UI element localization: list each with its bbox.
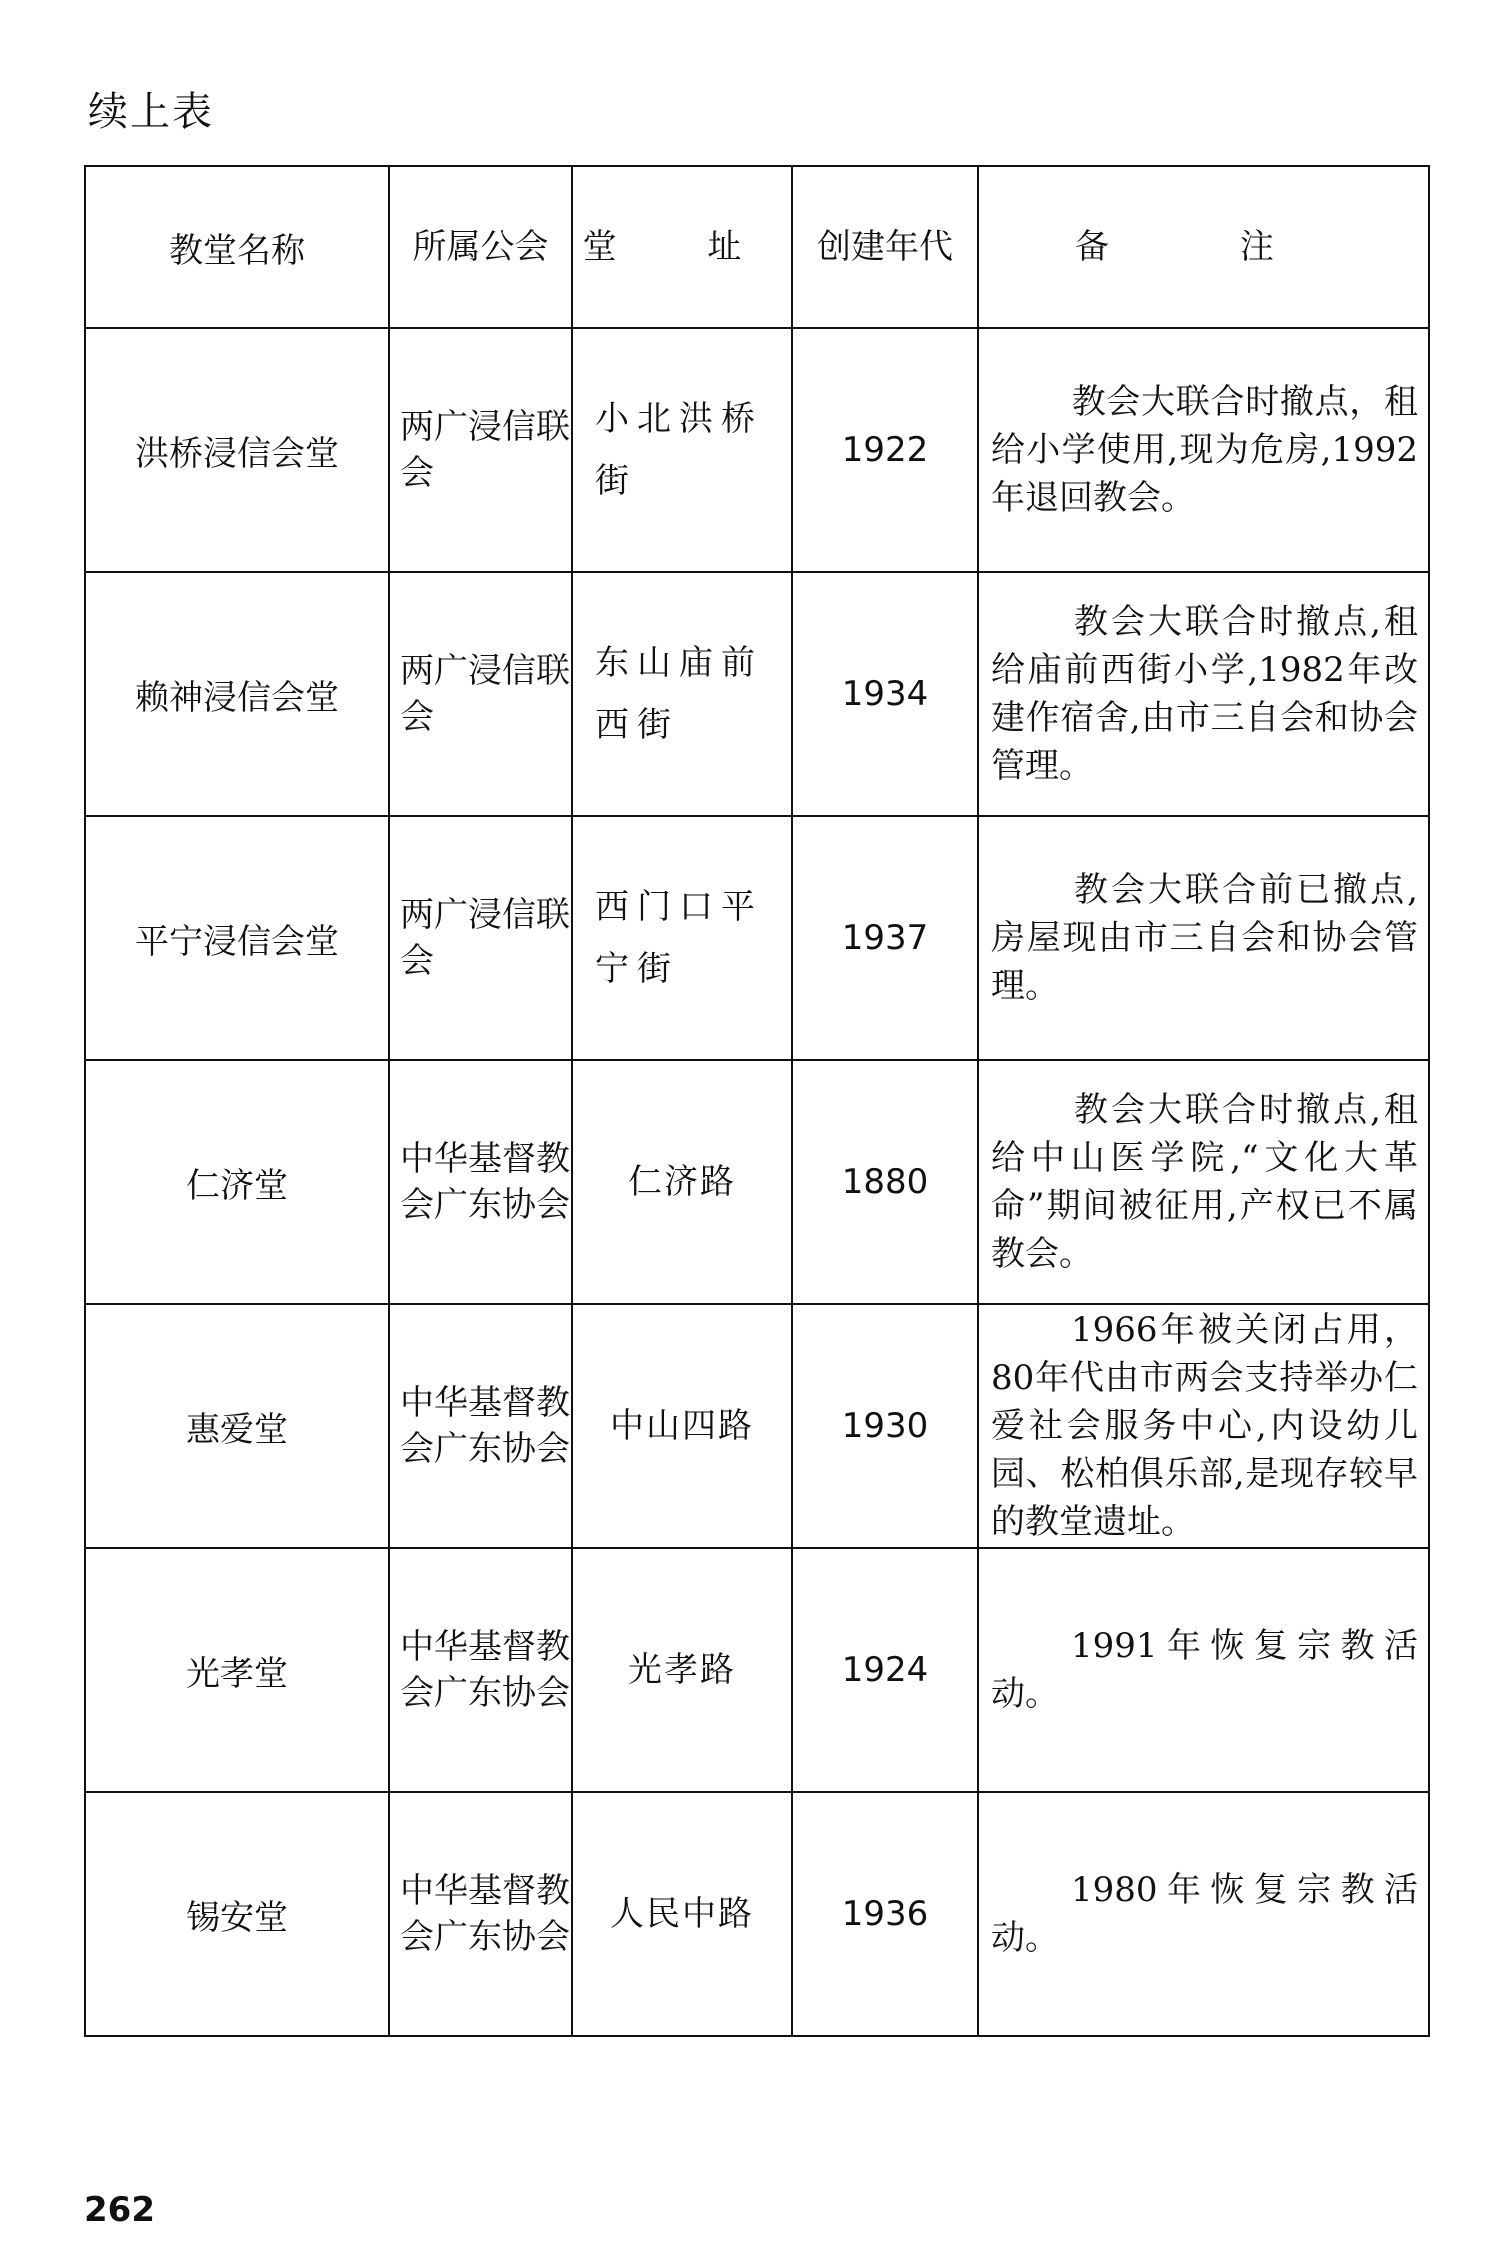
cell-note <box>978 1548 1429 1792</box>
cell-union: 两广浸信联会 <box>389 328 572 572</box>
cell-note <box>978 816 1429 1060</box>
table-continuation-caption: 续上表 <box>88 89 214 135</box>
cell-address: 小北洪桥街 <box>572 328 792 572</box>
cell-address: 光孝路 <box>572 1548 792 1792</box>
cell-address: 西门口平宁街 <box>572 816 792 1060</box>
cell-address: 东山庙前西街 <box>572 572 792 816</box>
cell-name: 洪桥浸信会堂 <box>85 328 389 572</box>
cell-year: 1930 <box>792 1304 978 1548</box>
cell-union: 两广浸信联会 <box>389 816 572 1060</box>
cell-note-text: 1966年被关闭占用，80年代由市两会支持举办仁爱社会服务中心,内设幼儿园、松柏俱乐部,是现存较早的教堂遗址。 <box>991 1310 1418 1542</box>
cell-name: 惠爱堂 <box>85 1304 389 1548</box>
header-union: 所属公会 <box>389 166 572 328</box>
cell-name: 锡安堂 <box>85 1792 389 2036</box>
header-name: 教堂名称 <box>85 166 389 328</box>
cell-name: 平宁浸信会堂 <box>85 816 389 1060</box>
cell-note-text: 教会大联合前已撤点,房屋现由市三自会和协会管理。 <box>991 870 1418 1006</box>
cell-union: 中华基督教会广东协会 <box>389 1304 572 1548</box>
cell-note <box>978 328 1429 572</box>
cell-union: 中华基督教会广东协会 <box>389 1792 572 2036</box>
table-header-row <box>85 166 1429 328</box>
cell-note <box>978 1792 1429 2036</box>
cell-union: 两广浸信联会 <box>389 572 572 816</box>
table-row <box>85 1548 1429 1792</box>
cell-note-text: 教会大联合时撤点,租给庙前西街小学,1982年改建作宿舍,由市三自会和协会管理。 <box>991 602 1418 786</box>
cell-year: 1880 <box>792 1060 978 1304</box>
cell-address: 中山四路 <box>572 1304 792 1548</box>
cell-name: 光孝堂 <box>85 1548 389 1792</box>
cell-note <box>978 1060 1429 1304</box>
cell-note-text: 1980年恢复宗教活动。 <box>991 1870 1418 1958</box>
table-row <box>85 1304 1429 1548</box>
cell-note <box>978 1304 1429 1548</box>
cell-name: 仁济堂 <box>85 1060 389 1304</box>
cell-year: 1924 <box>792 1548 978 1792</box>
cell-name: 赖神浸信会堂 <box>85 572 389 816</box>
table-row <box>85 572 1429 816</box>
cell-year: 1937 <box>792 816 978 1060</box>
table-row <box>85 328 1429 572</box>
table-row <box>85 1060 1429 1304</box>
cell-address: 仁济路 <box>572 1060 792 1304</box>
page-number: 262 <box>84 2190 155 2230</box>
header-address: 堂 址 <box>572 166 792 328</box>
cell-address: 人民中路 <box>572 1792 792 2036</box>
cell-note <box>978 572 1429 816</box>
cell-union: 中华基督教会广东协会 <box>389 1060 572 1304</box>
cell-note-text: 教会大联合时撤点，租给小学使用,现为危房,1992年退回教会。 <box>991 382 1418 518</box>
cell-note-text: 1991年恢复宗教活动。 <box>991 1626 1418 1714</box>
header-year: 创建年代 <box>792 166 978 328</box>
header-note: 备 注 <box>978 166 1429 328</box>
cell-year: 1934 <box>792 572 978 816</box>
cell-year: 1936 <box>792 1792 978 2036</box>
cell-year: 1922 <box>792 328 978 572</box>
table-row <box>85 816 1429 1060</box>
church-table <box>84 165 1430 2037</box>
table-row <box>85 1792 1429 2036</box>
cell-union: 中华基督教会广东协会 <box>389 1548 572 1792</box>
cell-note-text: 教会大联合时撤点,租给中山医学院,“文化大革命”期间被征用,产权已不属教会。 <box>991 1090 1418 1274</box>
